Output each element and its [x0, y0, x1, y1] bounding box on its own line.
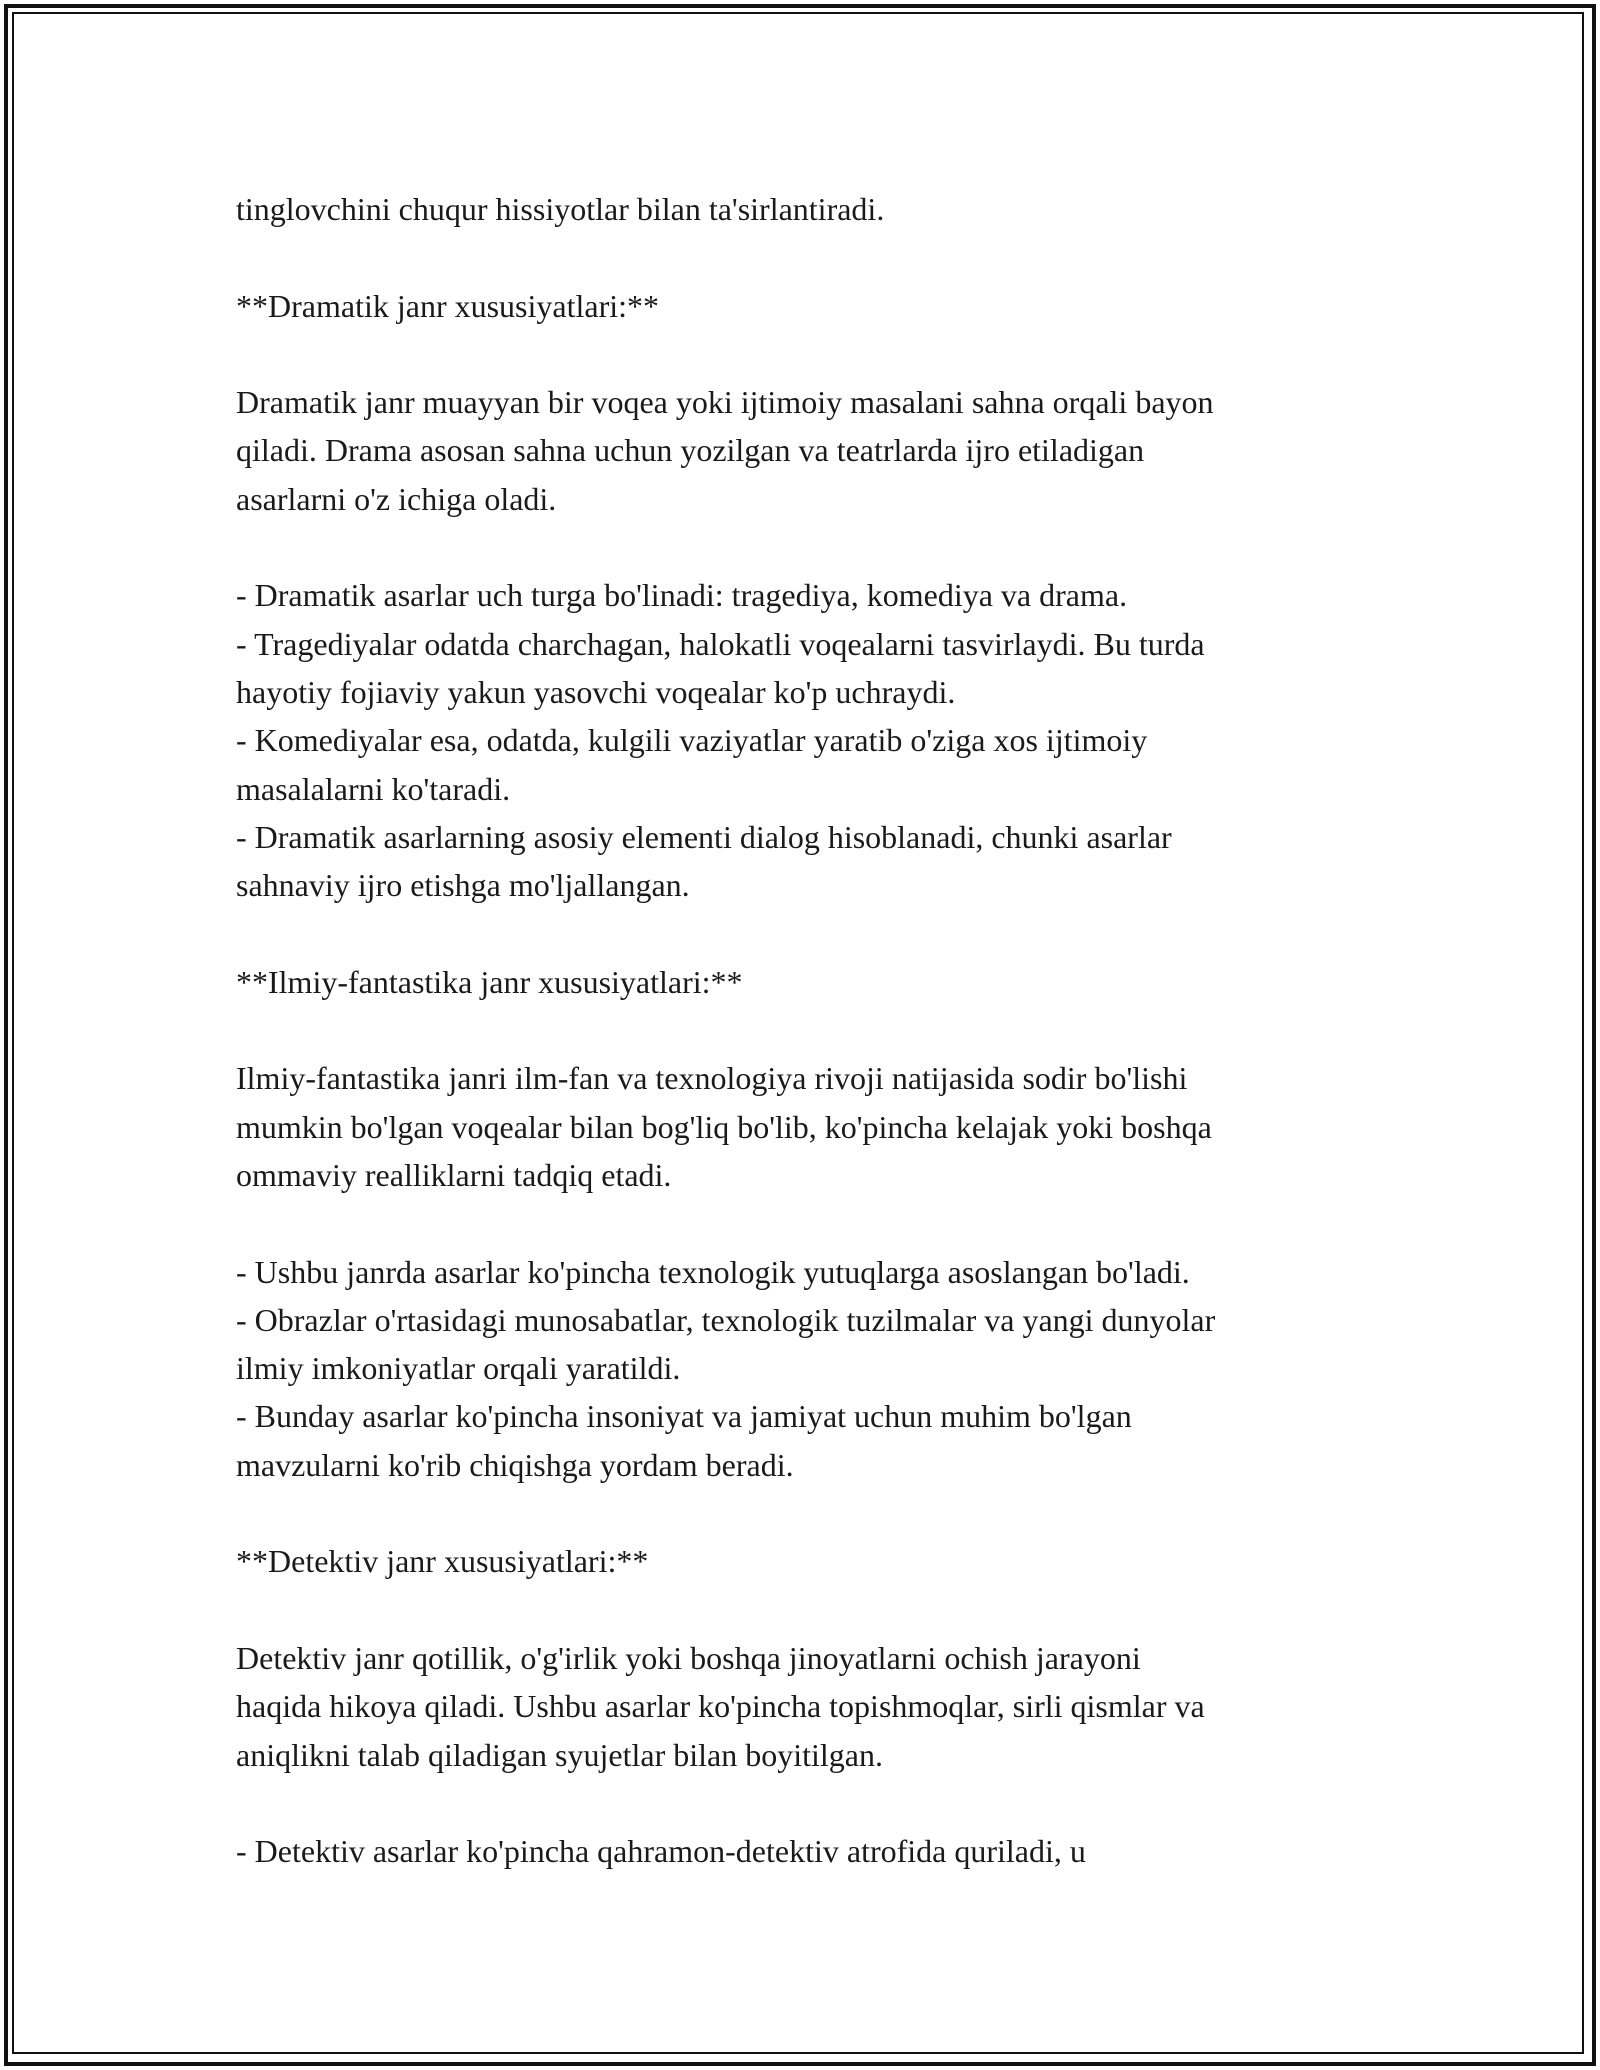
text-line: hayotiy fojiaviy yakun yasovchi voqealar ko'p uchraydi. — [236, 673, 956, 710]
blank-line — [236, 1779, 1376, 1827]
text-line: asarlarni o'z ichiga oladi. — [236, 480, 557, 517]
text-line: tinglovchini chuqur hissiyotlar bilan ta'sirlantiradi. — [236, 191, 885, 227]
bullet-line: - Bunday asarlar ko'pincha insoniyat va jamiyat uchun muhim bo'lgan — [236, 1398, 1132, 1435]
text-line: ommaviy realliklarni tadqiq etadi. — [236, 1156, 672, 1193]
section-heading: **Dramatik janr xususiyatlari:** — [236, 287, 660, 324]
blank-line — [236, 1199, 1376, 1247]
text-line: Dramatik janr muayyan bir voqea yoki ijtimoiy masalani sahna orqali bayon — [236, 384, 1214, 421]
blank-line — [236, 523, 1376, 571]
blank-line — [236, 1489, 1376, 1537]
blank-line — [236, 330, 1376, 378]
bullet-line: - Dramatik asarlarning asosiy elementi dialog hisoblanadi, chunki asarlar — [236, 818, 1172, 855]
bullet-line: - Ushbu janrda asarlar ko'pincha texnologik yutuqlarga asoslangan bo'ladi. — [236, 1253, 1190, 1290]
bullet-line: - Obrazlar o'rtasidagi munosabatlar, texnologik tuzilmalar va yangi dunyolar — [236, 1301, 1216, 1338]
section-heading: **Detektiv janr xususiyatlari:** — [236, 1543, 649, 1580]
text-line: qiladi. Drama asosan sahna uchun yozilgan va teatrlarda ijro etiladigan — [236, 432, 1145, 469]
text-line: ilmiy imkoniyatlar orqali yaratildi. — [236, 1350, 681, 1387]
section-heading: **Ilmiy-fantastika janr xususiyatlari:** — [236, 963, 743, 1000]
text-line: aniqlikni talab qiladigan syujetlar bilan boyitilgan. — [236, 1736, 883, 1773]
blank-line — [236, 233, 1376, 281]
text-line: sahnaviy ijro etishga mo'ljallangan. — [236, 867, 690, 904]
bullet-line: - Tragediyalar odatda charchagan, halokatli voqealarni tasvirlaydi. Bu turda — [236, 625, 1205, 662]
bullet-line: - Detektiv asarlar ko'pincha qahramon-detektiv atrofida quriladi, u — [236, 1833, 1086, 1870]
bullet-line: - Komediyalar esa, odatda, kulgili vaziyatlar yaratib o'ziga xos ijtimoiy — [236, 722, 1148, 759]
text-line: Detektiv janr qotillik, o'g'irlik yoki boshqa jinoyatlarni ochish jarayoni — [236, 1639, 1141, 1676]
text-line: mumkin bo'lgan voqealar bilan bog'liq bo'lib, ko'pincha kelajak yoki boshqa — [236, 1108, 1212, 1145]
bullet-line: - Dramatik asarlar uch turga bo'linadi: tragediya, komediya va drama. — [236, 577, 1128, 614]
document-body — [236, 185, 1376, 1875]
blank-line — [236, 909, 1376, 957]
blank-line — [236, 1006, 1376, 1054]
text-line: mavzularni ko'rib chiqishga yordam beradi. — [236, 1446, 794, 1483]
text-line: haqida hikoya qiladi. Ushbu asarlar ko'pincha topishmoqlar, sirli qismlar va — [236, 1688, 1205, 1725]
text-line: Ilmiy-fantastika janri ilm-fan va texnologiya rivoji natijasida sodir bo'lishi — [236, 1060, 1188, 1097]
text-line: masalalarni ko'taradi. — [236, 770, 511, 807]
blank-line — [236, 1586, 1376, 1634]
